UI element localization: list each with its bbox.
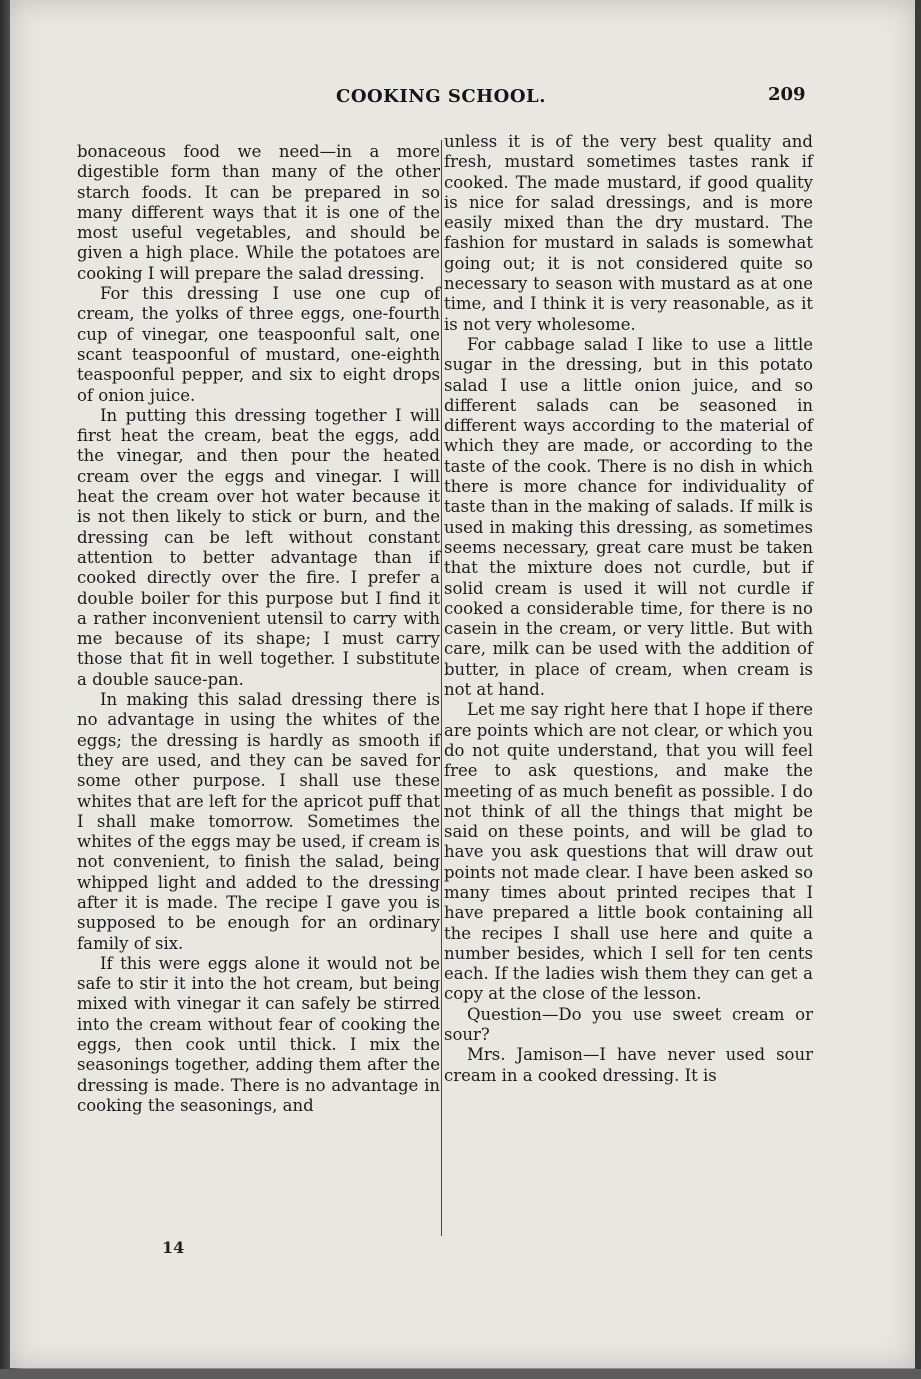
- paragraph: If this were eggs alone it would not be safe to stir it into the hot cream, but being mixed with vinegar it can safely be stirred into the cream without fear of cooking the eggs, then cook until thick. I mix the seasonings together, adding them after the dressing is made. There is no advantage in cooking the seasonings, and: [77, 953, 440, 1115]
- paragraph: For this dressing I use one cup of cream, the yolks of three eggs, one-fourth cup of vinegar, one teaspoonful salt, one scant teaspoonful of mustard, one-eighth teaspoonful pepper, and six to eight drops of onion juice.: [77, 284, 440, 405]
- paragraph: bonaceous food we need—in a more digestible form than many of the other starch foods. It can be prepared in so many different ways that it is one of the most useful vegetables, and should be given a high place. While the potatoes are cooking I will prepare the salad dressing.: [77, 142, 440, 283]
- page-number: 209: [768, 84, 806, 105]
- paragraph: Question—Do you use sweet cream or sour?: [444, 1004, 813, 1045]
- running-head: COOKING SCHOOL.: [336, 86, 546, 107]
- page-edge-right: [915, 0, 921, 1379]
- paragraph: Mrs. Jamison—I have never used sour cream in a cooked dressing. It is: [444, 1045, 813, 1085]
- page-header: [0, 86, 921, 116]
- page-edge-bottom: [0, 1369, 921, 1379]
- signature-mark: 14: [162, 1238, 185, 1257]
- paragraph: In putting this dressing together I will first heat the cream, beat the eggs, add the vinegar, and then pour the heated cream over the eggs and vinegar. I will heat the cream over hot water because it is not then likely to stick or burn, and the dressing can be left without constant attention to better advantage than if cooked directly over the fire. I prefer a double boiler for this purpose but I find it a rather inconvenient utensil to carry with me because of its shape; I must carry those that fit in well together. I substitute a double sauce-pan.: [77, 405, 440, 689]
- left-column: [77, 142, 440, 1116]
- paragraph: unless it is of the very best quality and fresh, mustard sometimes tastes rank if cooked. The made mustard, if good quality is nice for salad dressings, and is more easily mixed than the dry mustard. The fashion for mustard in salads is somewhat going out; it is not considered quite so necessary to season with mustard as at one time, and I think it is very reasonable, as it is not very wholesome.: [444, 132, 813, 334]
- right-column: [444, 132, 813, 1086]
- column-divider: [441, 140, 442, 1236]
- paragraph: In making this salad dressing there is no advantage in using the whites of the eggs; the dressing is hardly as smooth if they are used, and they can be saved for some other purpose. I shall use these whites that are left for the apricot puff that I shall make tomorrow. Sometimes the whites of the eggs may be used, if cream is not convenient, to finish the salad, being whipped light and added to the dressing after it is made. The recipe I gave you is supposed to be enough for an ordinary family of six.: [77, 690, 440, 953]
- paragraph: Let me say right here that I hope if there are points which are not clear, or which you do not quite understand, that you will feel free to ask questions, and make the meeting of as much benefit as possible. I do not think of all the things that might be said on these points, and will be glad to have you ask questions that will draw out points not made clear. I have been asked so many times about printed recipes that I have prepared a little book containing all the recipes I shall use here and quite a number besides, which I sell for ten cents each. If the ladies wish them they can get a copy at the close of the lesson.: [444, 700, 813, 1004]
- paragraph: For cabbage salad I like to use a little sugar in the dressing, but in this potato salad I use a little onion juice, and so different salads can be seasoned in different ways according to the material of which they are made, or according to the taste of the cook. There is no dish in which there is more chance for individuality of taste than in the making of salads. If milk is used in making this dressing, as sometimes seems necessary, great care must be taken that the mixture does not curdle, but if solid cream is used it will not curdle if cooked a considerable time, for there is no casein in the cream, or very little. But with care, milk can be used with the addition of butter, in place of cream, when cream is not at hand.: [444, 334, 813, 700]
